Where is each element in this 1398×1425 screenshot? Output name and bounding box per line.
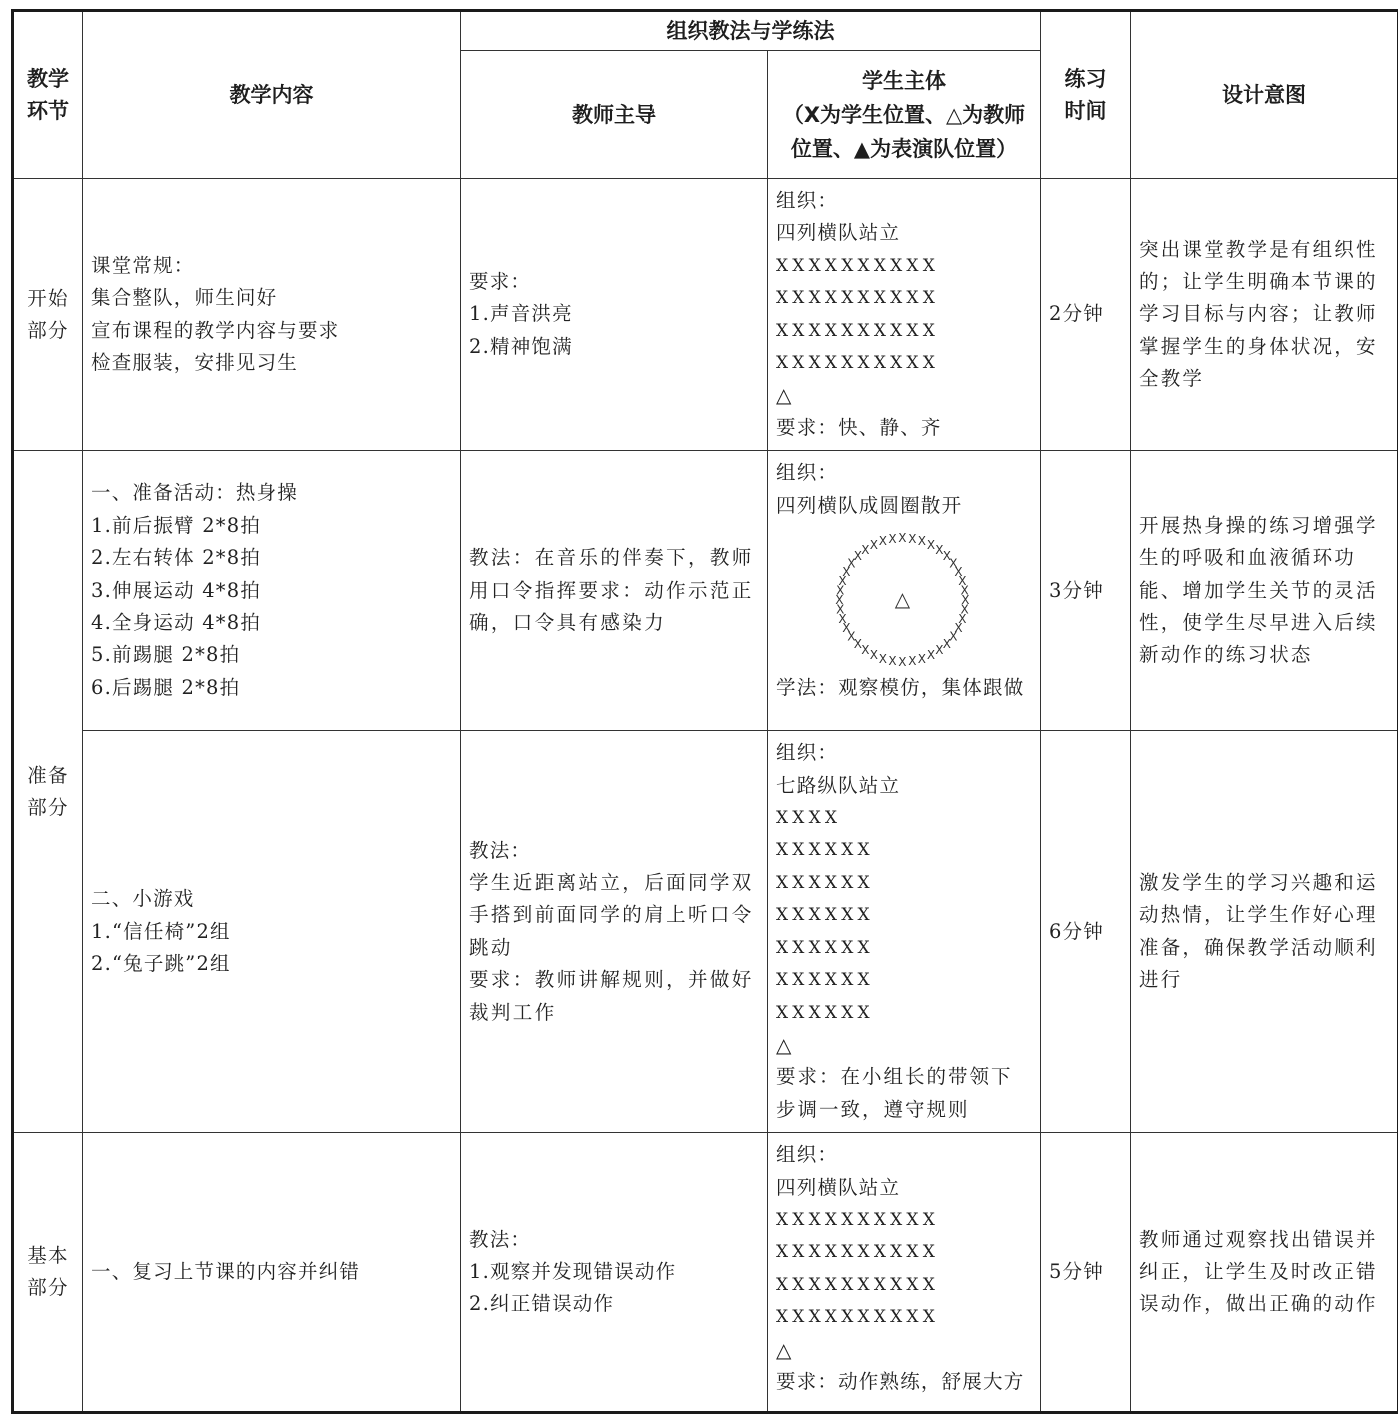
content-cell-warmup: 一、准备活动：热身操 1.前后振臂 2*8拍 2.左右转体 2*8拍 3.伸展运动 4*8拍 4.全身运动 4*8拍 5.前踢腿 2*8拍 6.后踢腿 2*8拍 xyxy=(83,451,461,731)
formation-row: XXXXXXXXXX xyxy=(776,1274,940,1295)
header-teacher: 教师主导 xyxy=(461,51,768,179)
student-position-mark: X xyxy=(917,534,928,549)
student-position-mark: X xyxy=(836,602,846,617)
student-position-mark: X xyxy=(853,549,864,564)
student-position-mark: X xyxy=(908,531,918,546)
student-position-mark: X xyxy=(861,643,871,658)
intent-cell-basic: 教师通过观察找出错误并纠正，让学生及时改正错误动作，做出正确的动作 xyxy=(1131,1133,1398,1413)
student-position-mark: X xyxy=(888,654,898,669)
student-cell-basic: 组织： 四列横队站立 XXXXXXXXXX XXXXXXXXXX XXXXXXXXXX XXXXXXXXXX △ 要求：动作熟练，舒展大方 xyxy=(768,1133,1041,1413)
student-position-mark: X xyxy=(942,636,953,651)
formation-row: XXXXXX xyxy=(776,872,874,893)
formation-row: XXXXXXXXXX xyxy=(776,288,940,309)
student-cell-game: 组织： 七路纵队站立 XXXX XXXXXX XXXXXX XXXXXX XXXXXX XXXXXX XXXXXX △ 要求：在小组长的带领下步调一致，遵守规则 xyxy=(768,731,1041,1133)
formation-row: XXXXXXXXXX xyxy=(776,1307,940,1328)
teacher-position-icon: △ xyxy=(894,587,912,612)
formation-row: XXXXXXXXXX xyxy=(776,1210,940,1231)
student-position-mark: X xyxy=(898,655,908,670)
table-row-prep-warmup xyxy=(13,451,1398,731)
circle-formation xyxy=(776,522,1026,672)
teacher-cell-start: 要求： 1.声音洪亮 2.精神饱满 xyxy=(461,179,768,451)
student-position-mark: X xyxy=(853,636,864,651)
teacher-cell-game: 教法： 学生近距离站立，后面同学双手搭到前面同学的肩上听口令跳动 要求：教师讲解规则，并做好裁判工作 xyxy=(461,731,768,1133)
header-content: 教学内容 xyxy=(83,11,461,179)
student-position-mark: X xyxy=(954,564,964,579)
table-row-prep-game xyxy=(13,731,1398,1133)
student-position-mark: X xyxy=(926,648,937,663)
header-stage: 教学 环节 xyxy=(13,11,83,179)
student-position-mark: X xyxy=(949,556,959,571)
formation-row: XXXXXX xyxy=(776,905,874,926)
teacher-position-icon: △ xyxy=(776,1337,793,1362)
student-cell-start: 组织： 四列横队站立 XXXXXXXXXX XXXXXXXXXX XXXXXXXXXX XXXXXXXXXX △ 要求：快、静、齐 xyxy=(768,179,1041,451)
teacher-position-icon: △ xyxy=(776,383,793,408)
student-position-mark: X xyxy=(960,583,970,598)
formation-row: XXXXXXXXXX xyxy=(776,320,940,341)
formation-row: XXXXXX xyxy=(776,1002,874,1023)
header-time: 练习 时间 xyxy=(1041,11,1131,179)
formation-row: XXXX xyxy=(776,808,842,829)
student-position-mark: X xyxy=(847,629,857,644)
stage-cell-start: 开始 部分 xyxy=(13,179,83,451)
student-position-mark: X xyxy=(958,573,968,588)
time-cell-basic: 5分钟 xyxy=(1041,1133,1131,1413)
time-cell-start: 2分钟 xyxy=(1041,179,1131,451)
student-position-mark: X xyxy=(958,612,968,627)
circle-formation-diagram xyxy=(776,522,1026,672)
student-position-mark: X xyxy=(917,652,928,667)
formation-row: XXXXXXXXXX xyxy=(776,255,940,276)
student-position-mark: X xyxy=(961,593,971,608)
student-position-mark: X xyxy=(869,648,880,663)
student-position-mark: X xyxy=(847,556,857,571)
table-row-start xyxy=(13,179,1398,451)
formation-row: XXXXXX xyxy=(776,970,874,991)
header-intent: 设计意图 xyxy=(1131,11,1398,179)
table-row-basic xyxy=(13,1133,1398,1413)
intent-cell-game: 激发学生的学习兴趣和运动热情，让学生作好心理准备，确保教学活动顺利进行 xyxy=(1131,731,1398,1133)
time-cell-game: 6分钟 xyxy=(1041,731,1131,1133)
teacher-cell-basic: 教法： 1.观察并发现错误动作 2.纠正错误动作 xyxy=(461,1133,768,1413)
formation-row: XXXXXXXXXX xyxy=(776,1242,940,1263)
student-position-mark: X xyxy=(842,621,852,636)
student-position-mark: X xyxy=(954,621,964,636)
header-student: 学生主体 （X为学生位置、△为教师 位置、▲为表演队位置） xyxy=(768,51,1041,179)
student-position-mark: X xyxy=(835,593,845,608)
teacher-cell-warmup: 教法：在音乐的伴奏下，教师用口令指挥要求：动作示范正确，口令具有感染力 xyxy=(461,451,768,731)
student-position-mark: X xyxy=(935,643,945,658)
student-position-mark: X xyxy=(836,583,846,598)
content-cell-game: 二、小游戏 1.“信任椅”2组 2.“兔子跳”2组 xyxy=(83,731,461,1133)
lesson-plan-table xyxy=(11,9,1398,1414)
teacher-position-icon: △ xyxy=(776,1032,793,1057)
student-position-mark: X xyxy=(861,542,871,557)
student-position-mark: X xyxy=(838,573,848,588)
student-position-mark: X xyxy=(908,654,918,669)
time-cell-warmup: 3分钟 xyxy=(1041,451,1131,731)
intent-cell-warmup: 开展热身操的练习增强学生的呼吸和血液循环功能、增加学生关节的灵活性，使学生尽早进入后续新动作的练习状态 xyxy=(1131,451,1398,731)
student-cell-warmup: 组织： 四列横队成圆圈散开 X X X X X X X X X X X X X X X X X X X X X X X X X X X X X X X X X X X X X X X X △ 学法：观察模仿，集体跟做 xyxy=(768,451,1041,731)
content-cell-basic: 一、复习上节课的内容并纠错 xyxy=(83,1133,461,1413)
content-cell-start: 课堂常规： 集合整队，师生问好 宣布课程的教学内容与要求 检查服装，安排见习生 xyxy=(83,179,461,451)
formation-row: XXXXXXXXXX xyxy=(776,353,940,374)
stage-cell-basic: 基本 部分 xyxy=(13,1133,83,1413)
student-position-mark: X xyxy=(898,531,908,546)
student-position-mark: X xyxy=(842,564,852,579)
student-position-mark: X xyxy=(878,534,889,549)
header-org-group: 组织教法与学练法 xyxy=(461,11,1041,51)
student-position-mark: X xyxy=(949,629,959,644)
student-position-mark: X xyxy=(926,537,937,552)
student-position-mark: X xyxy=(838,612,848,627)
student-position-mark: X xyxy=(869,537,880,552)
student-position-mark: X xyxy=(942,549,953,564)
stage-cell-prep: 准备 部分 xyxy=(13,451,83,1133)
header-row-1 xyxy=(13,11,1398,51)
formation-row: XXXXXX xyxy=(776,937,874,958)
student-position-mark: X xyxy=(878,652,889,667)
student-position-mark: X xyxy=(960,602,970,617)
student-position-mark: X xyxy=(888,531,898,546)
student-position-mark: X xyxy=(935,542,945,557)
intent-cell-start: 突出课堂教学是有组织性的；让学生明确本节课的学习目标与内容；让教师掌握学生的身体状况，安全教学 xyxy=(1131,179,1398,451)
formation-row: XXXXXX xyxy=(776,840,874,861)
